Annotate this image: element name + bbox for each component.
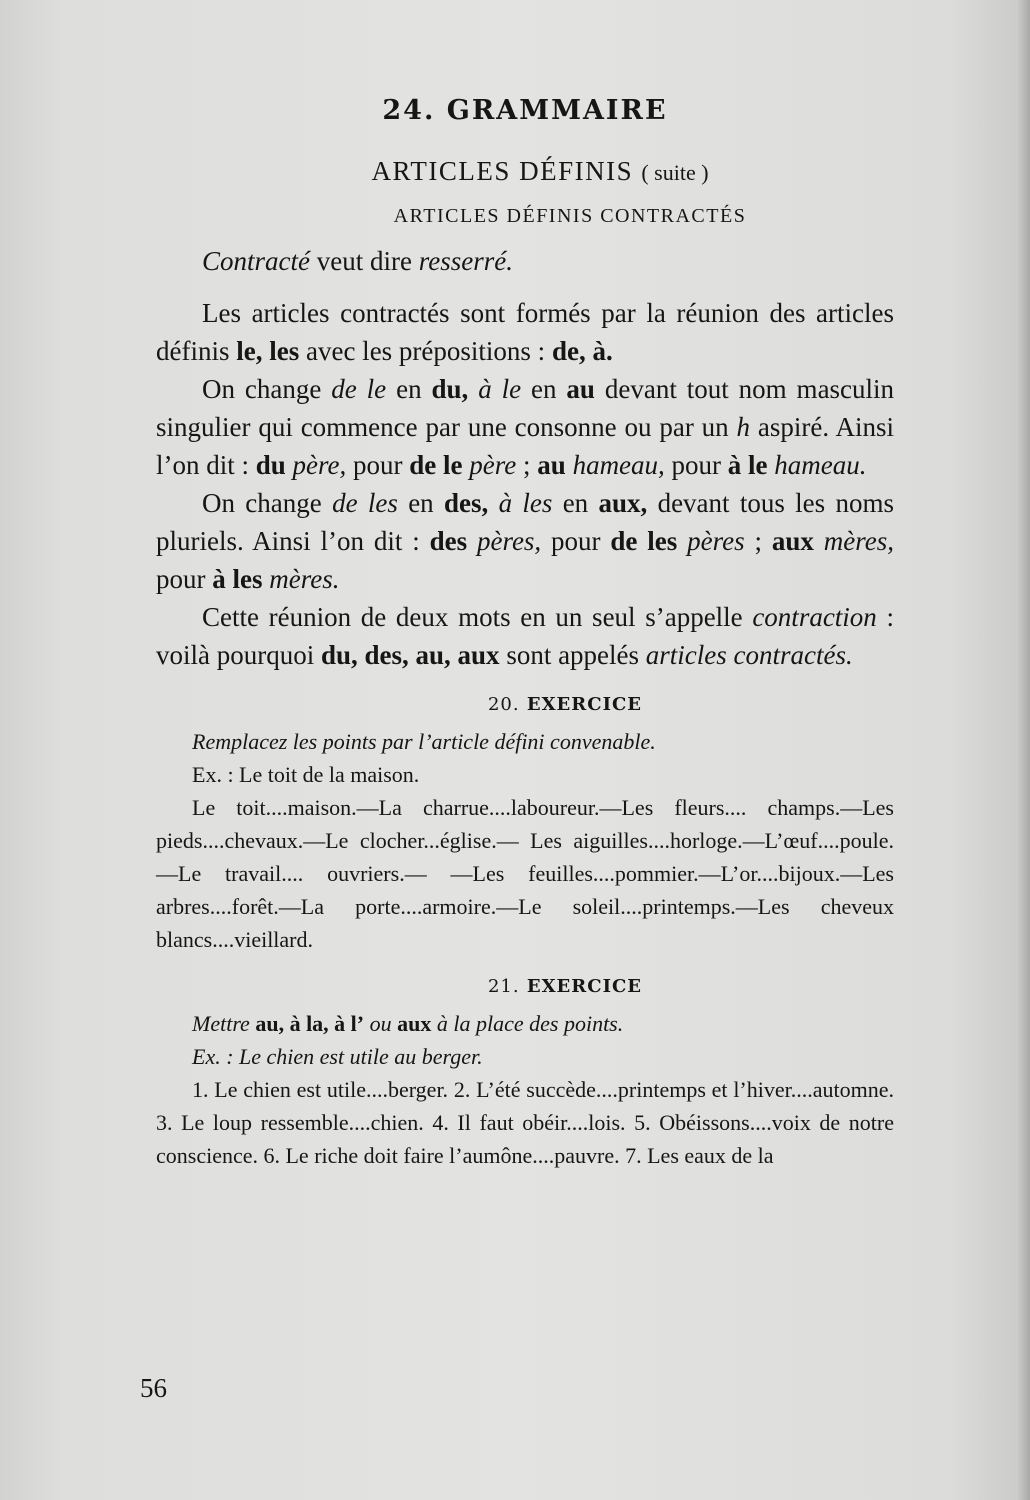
text-span: devant tout nom masculin singulier qui commence par une consonne ou par un [156, 374, 895, 442]
exercise-21-heading [156, 976, 894, 997]
bold-span: des [429, 526, 468, 556]
italic-span: Mettre [192, 1011, 256, 1036]
text-span: ; [516, 450, 538, 480]
bold-span: du, [431, 374, 469, 404]
italic-span: pères, [467, 526, 542, 556]
text-span: On change [202, 488, 333, 518]
page-content [156, 95, 894, 1172]
text-span: en [397, 488, 444, 518]
italic-span: ou [364, 1011, 398, 1036]
italic-span: à la place des points. [431, 1011, 624, 1036]
italic-span: hameau, [565, 450, 665, 480]
bold-span: le, les [236, 336, 300, 366]
exercise-instruction [156, 725, 894, 758]
text-span: veut dire [310, 246, 419, 276]
italic-span: contraction [752, 602, 877, 632]
bold-span: du, des, au, aux [320, 640, 500, 670]
italic-span: père, [285, 450, 347, 480]
paragraph-plural [156, 484, 894, 598]
bold-span: au [537, 450, 566, 480]
exercise-body: Le toit....maison.—La charrue....laboureur.—Les fleurs.... champs.—Les pieds....chevaux.—Le clocher...église.— Les aiguilles....horloge.—L’œuf....poule.—Le travail.... ouvriers.— —Les feuilles....pommier.—L’or....bijoux.—Les arbres....forêt.—La porte....armoire.—Le soleil....printemps.—Les cheveux blancs....vieillard. [156, 795, 894, 952]
italic-span: articles contractés. [645, 640, 853, 670]
bold-span: des, [443, 488, 489, 518]
bold-span: de les [610, 526, 678, 556]
bold-span: aux [771, 526, 814, 556]
text-span: en [552, 488, 599, 518]
italic-span: pères [677, 526, 745, 556]
italic-span: de le [331, 374, 387, 404]
text-span: en [521, 374, 567, 404]
text-span [468, 374, 478, 404]
exercise-number: 21. [487, 976, 520, 997]
exercise-example: Ex. : Le toit de la maison. [192, 762, 420, 787]
lesson-body [156, 242, 894, 674]
italic-span: de les [332, 488, 398, 518]
exercise-21 [156, 1007, 894, 1172]
bold-span: à le [727, 450, 768, 480]
text-span: pour [156, 564, 213, 594]
text-span: pour [346, 450, 410, 480]
paragraph-singular [156, 370, 894, 484]
text-span: ; [744, 526, 772, 556]
text-span: pour [664, 450, 728, 480]
italic-span: hameau. [767, 450, 867, 480]
lesson-subtitle [156, 156, 894, 187]
bold-span: aux [397, 1011, 432, 1036]
text-span: aspiré. Ainsi l’on dit : [156, 412, 894, 480]
exercise-number: 20. [487, 694, 520, 715]
bold-span: aux, [598, 488, 648, 518]
page-edge [1016, 0, 1030, 1500]
bold-span: à les [212, 564, 263, 594]
lesson-title: 24. GRAMMAIRE [382, 95, 668, 126]
text-span [488, 488, 498, 518]
page-number: 56 [140, 1373, 167, 1403]
text-span: devant tous les noms pluriels. Ainsi l’on dit : [156, 488, 894, 556]
bold-span: au [566, 374, 595, 404]
example-text: Ex. : Le chien est utile au berger. [192, 1044, 483, 1069]
bold-span: de le [409, 450, 463, 480]
italic-span: père [462, 450, 517, 480]
exercise-body: 1. Le chien est utile....berger. 2. L’été succède....printemps et l’hiver....automne. 3. Le loup ressemble....chien. 4. Il faut obéir....lois. 5. Obéissons....voix de notre conscience. 6. Le riche doit faire l’aumône....pauvre. 7. Les eaux de la [156, 1077, 894, 1168]
italic-span: h [736, 412, 751, 442]
term-resserre: resserré. [418, 246, 513, 276]
text-span: pour [541, 526, 611, 556]
instruction-text: Remplacez les points par l’article défini convenable. [192, 729, 656, 754]
italic-span: à le [478, 374, 522, 404]
text-span: en [386, 374, 432, 404]
bold-span: au, à la, à l’ [255, 1011, 365, 1036]
exercise-title: EXERCICE [526, 694, 643, 715]
italic-span: mères, [813, 526, 894, 556]
paragraph-contraction [156, 598, 894, 674]
text-span: On change [202, 374, 332, 404]
subtitle-text: ARTICLES DÉFINIS [371, 156, 634, 186]
italic-span: mères. [262, 564, 340, 594]
italic-span: à les [498, 488, 553, 518]
exercise-example [156, 1040, 894, 1073]
exercise-title: EXERCICE [526, 976, 643, 997]
text-span: avec les prépositions : [299, 336, 552, 366]
definition-paragraph [156, 242, 894, 280]
subtitle-paren: ( suite ) [641, 160, 709, 185]
bold-span: de, à. [551, 336, 613, 366]
text-span: Cette réunion de deux mots en un seul s’appelle [202, 602, 753, 632]
section-heading: ARTICLES DÉFINIS CONTRACTÉS [393, 205, 747, 227]
exercise-instruction [156, 1007, 894, 1040]
text-span: Les articles contractés sont formés par la réunion des articles définis [156, 298, 894, 366]
term-contracte: Contracté [202, 246, 310, 276]
exercise-20 [156, 725, 894, 956]
text-span: sont appelés [499, 640, 646, 670]
bold-span: du [255, 450, 286, 480]
text-span: : voilà pourquoi [156, 602, 894, 670]
paragraph-formation [156, 294, 894, 370]
exercise-20-heading [156, 694, 894, 715]
